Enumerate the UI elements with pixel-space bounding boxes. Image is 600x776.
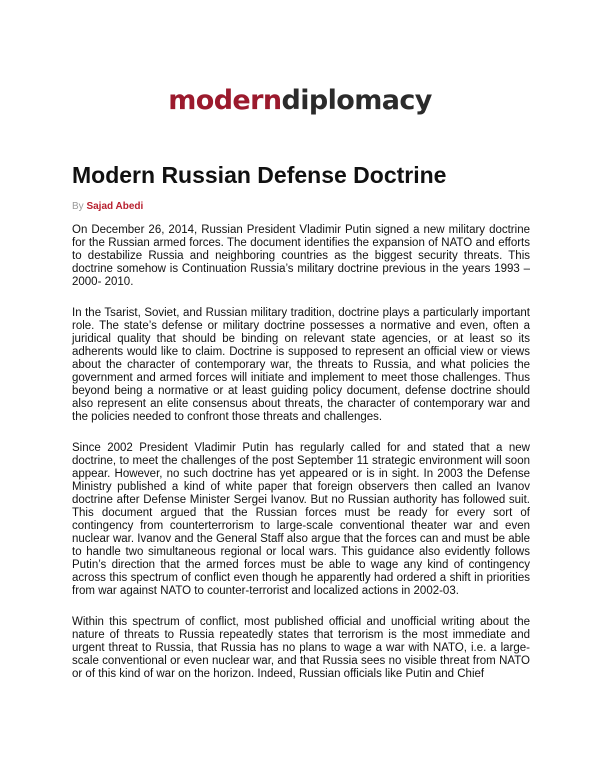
author-name[interactable]: Sajad Abedi (86, 201, 144, 212)
paragraph: On December 26, 2014, Russian President Vladimir Putin signed a new military doctrine for the Russian armed forces. The document identifies the expansion of NATO and efforts to destabilize Russia and neighboring countries as the biggest security threats. This doctrine somehow is Continuation Russia’s military doctrine previous in the years 1993 – 2000- 2010. (72, 224, 530, 288)
byline (72, 200, 143, 214)
paragraph: In the Tsarist, Soviet, and Russian military tradition, doctrine plays a particularly important role. The state’s defense or military doctrine possesses a normative and even, often a juridical quality that should be binding on relevant state agencies, or at least so its adherents would like to claim. Doctrine is supposed to represent an official view or views about the character of contemporary war, the threats to Russia, and what policies the government and armed forces will initiate and implement to meet those challenges. Thus beyond being a normative or at least guiding policy document, defense doctrine should also represent an elite consensus about threats, the character of contemporary war and the policies needed to confront those threats and challenges. (72, 307, 530, 423)
paragraph: Within this spectrum of conflict, most published official and unofficial writing about the nature of threats to Russia repeatedly states that terrorism is the most immediate and urgent threat to Russia, that Russia has no plans to wage a war with NATO, i.e. a large-scale conventional or even nuclear war, and that Russia sees no visible threat from NATO or of this kind of war on the horizon. Indeed, Russian officials like Putin and Chief (72, 616, 530, 680)
article-title: Modern Russian Defense Doctrine (72, 162, 447, 188)
site-logo[interactable] (0, 84, 600, 118)
logo-text-diplomacy: diplomacy (281, 85, 432, 116)
byline-label: By (72, 201, 84, 212)
logo-text-modern: modern (168, 85, 282, 116)
article-body (72, 224, 530, 699)
paragraph: Since 2002 President Vladimir Putin has regularly called for and stated that a new doctrine, to meet the challenges of the post September 11 strategic environment will soon appear. However, no such doctrine has yet appeared or is in sight. In 2003 the Defense Ministry published a kind of white paper that foreign observers then called an Ivanov doctrine after Defense Minister Sergei Ivanov. But no Russian authority has followed suit. This document argued that the Russian forces must be ready for every sort of contingency from counterterrorism to large-scale conventional theater war and even nuclear war. Ivanov and the General Staff also argue that the forces can and must be able to handle two simultaneous regional or local wars. This guidance also evidently follows Putin’s direction that the armed forces must be able to wage any kind of contingency across this spectrum of conflict even though he apparently had ordered a shift in priorities from war against NATO to counter-terrorist and localized actions in 2002-03. (72, 442, 530, 597)
